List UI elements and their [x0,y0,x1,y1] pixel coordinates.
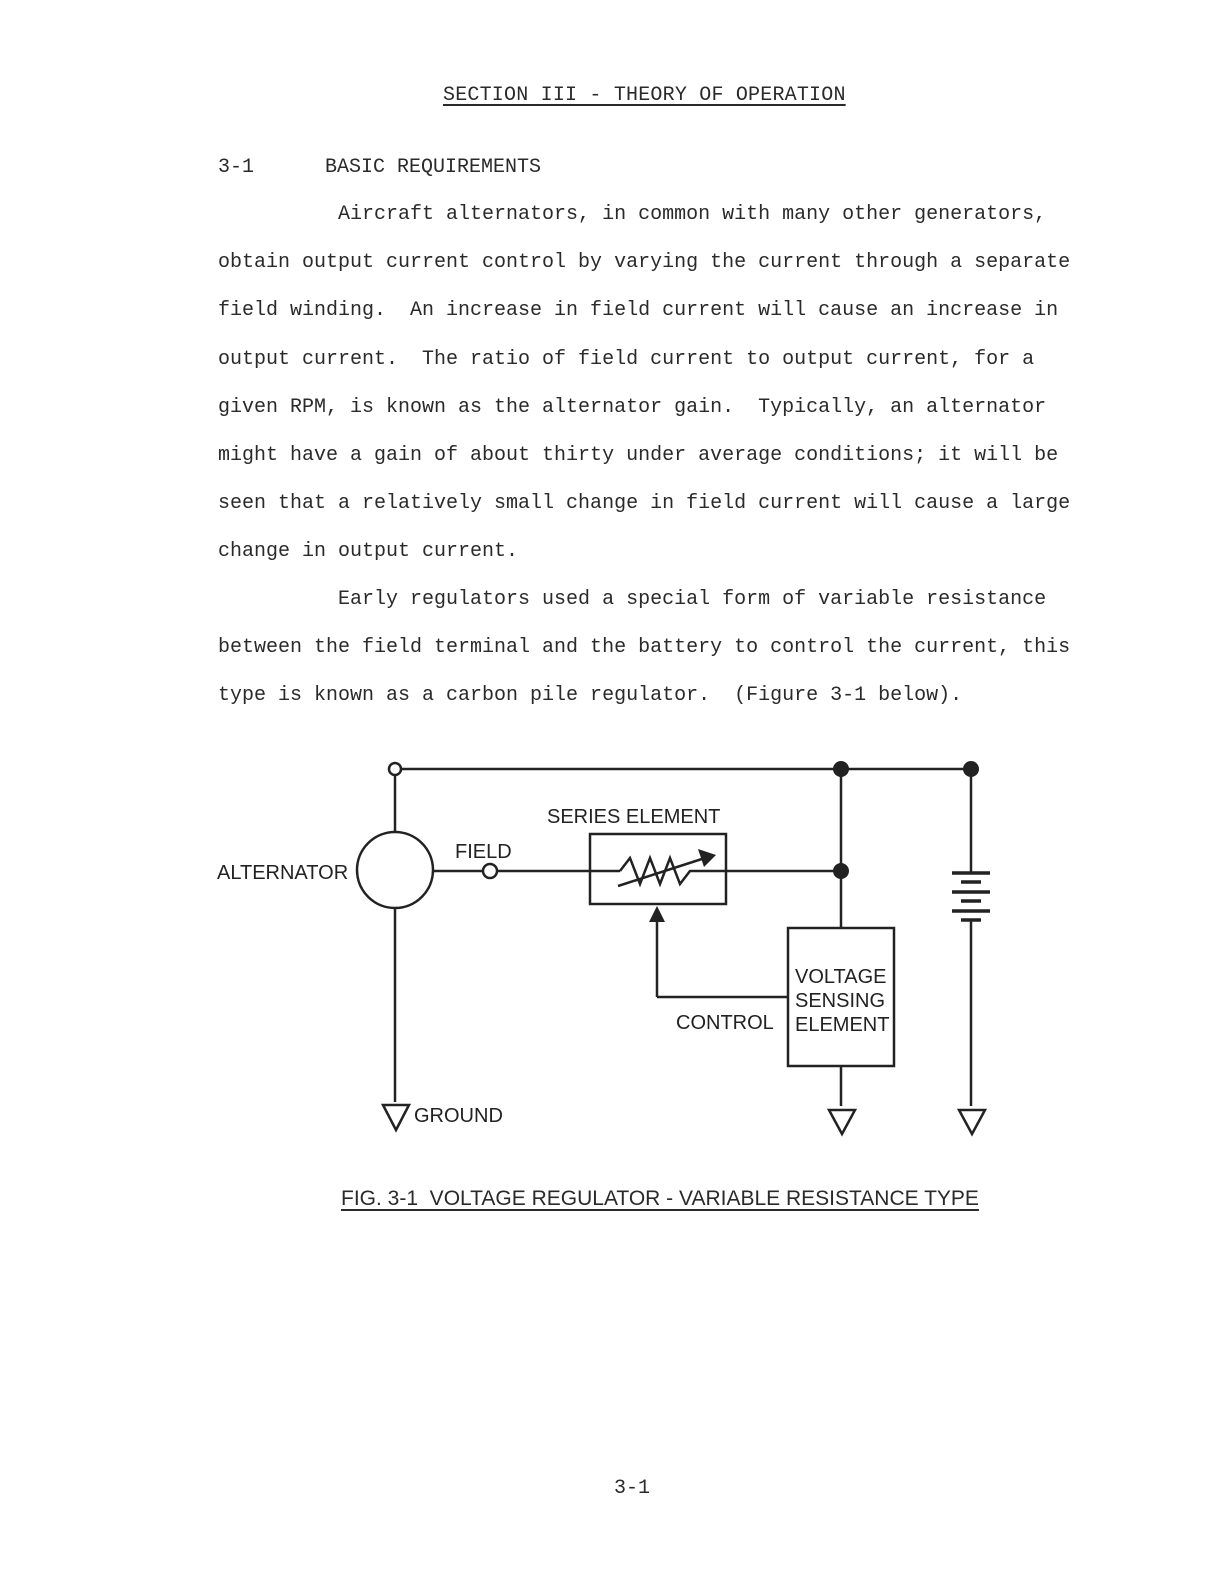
series-element-box [590,834,726,904]
circuit-diagram [200,740,1020,1160]
voltage-sensing-label-2: SENSING [795,990,886,1012]
battery-symbol [952,873,990,920]
alternator-symbol [357,832,433,908]
section-title: SECTION III - THEORY OF OPERATION [443,84,846,107]
figure-caption: FIG. 3-1 VOLTAGE REGULATOR - VARIABLE RESISTANCE TYPE [341,1187,979,1210]
ground-symbol-battery [959,1110,985,1134]
junction-dot-sense [833,863,849,879]
paragraph-line: Aircraft alternators, in common with many other generators, [218,203,1047,226]
paragraph-line: type is known as a carbon pile regulator. (Figure 3-1 below). [218,684,963,708]
paragraph-line: change in output current. [218,540,519,564]
paragraph-line: given RPM, is known as the alternator gain. Typically, an alternator [218,395,1047,419]
junction-dot-top [833,761,849,777]
ground-symbol-alternator [383,1105,409,1130]
paragraph-line: seen that a relatively small change in field current will cause a large [218,492,1071,516]
field-terminal [483,864,497,878]
paragraph-line: field winding. An increase in field current will cause an increase in [218,299,1059,323]
field-label: FIELD [455,841,512,863]
paragraph-line: Early regulators used a special form of variable resistance [218,588,1047,611]
paragraph-2 [218,576,1078,721]
paragraph-1 [218,191,1078,577]
series-element-label: SERIES ELEMENT [547,806,721,828]
subsection-heading: BASIC REQUIREMENTS [325,156,542,179]
paragraph-line: between the field terminal and the battery to control the current, this [218,636,1071,660]
voltage-sensing-label-3: ELEMENT [795,1014,890,1036]
voltage-sensing-label-1: VOLTAGE [795,966,887,988]
paragraph-line: obtain output current control by varying the current through a separate [218,251,1071,275]
alternator-label: ALTERNATOR [217,862,349,884]
ground-label: GROUND [414,1105,503,1127]
junction-dot-battery [963,761,979,777]
top-left-terminal [389,763,401,775]
control-label: CONTROL [676,1012,774,1034]
ground-symbol-sensing [829,1110,855,1134]
paragraph-line: might have a gain of about thirty under average conditions; it will be [218,443,1059,467]
page-number: 3-1 [614,1477,651,1500]
variable-arrowhead [698,849,716,867]
paragraph-line: output current. The ratio of field current to output current, for a [218,347,1035,371]
subsection-number: 3-1 [218,156,255,179]
control-arrowhead [649,906,665,922]
